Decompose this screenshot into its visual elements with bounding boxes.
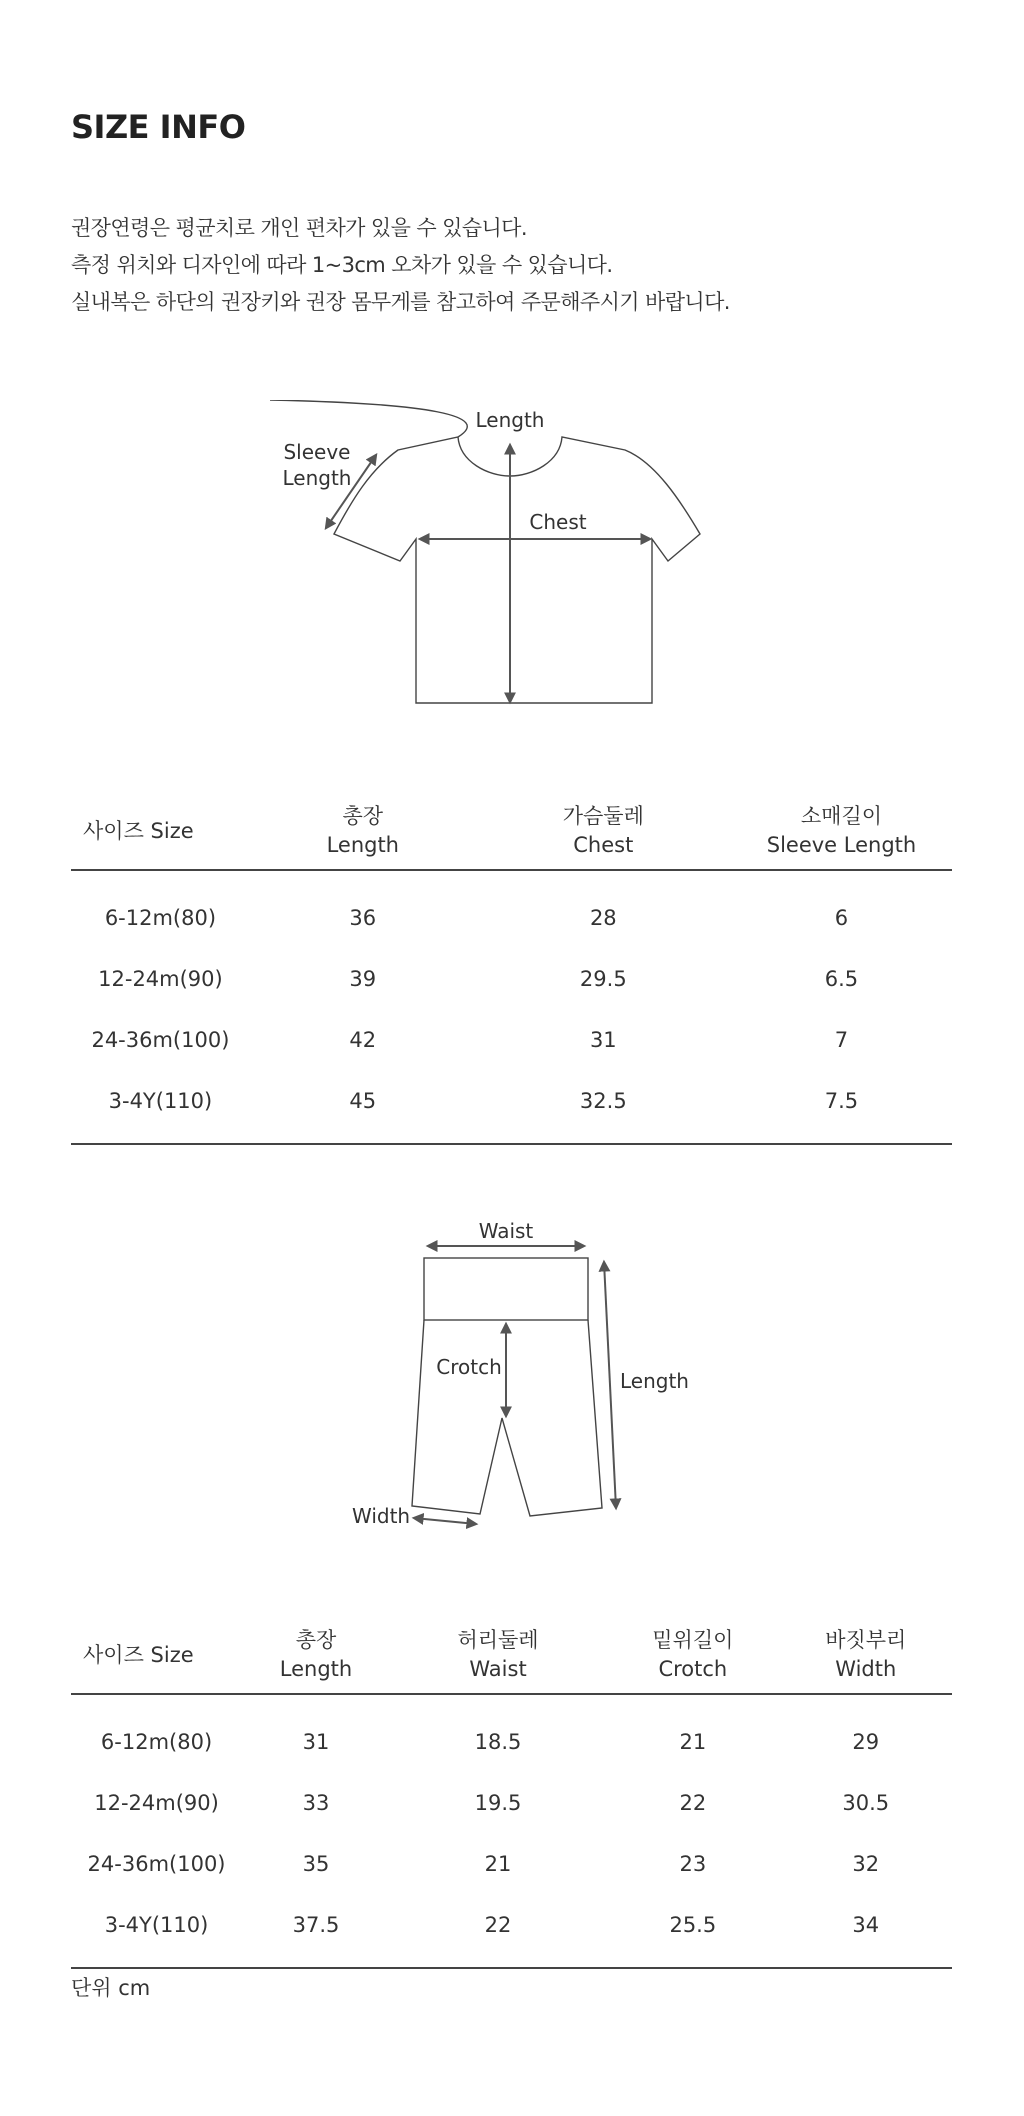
table-row [71, 1009, 952, 1070]
column-header: 바짓부리 Width [780, 1617, 952, 1694]
table-cell: 36 [349, 905, 377, 930]
table-row [71, 1772, 952, 1833]
table-cell: 35 [302, 1851, 330, 1876]
table-cell: 42 [349, 1027, 377, 1052]
table-header-row [71, 1617, 952, 1694]
column-header: 가슴둘레 Chest [476, 793, 731, 870]
table-cell: 32 [852, 1851, 880, 1876]
table-cell: 3-4Y(110) [108, 1088, 213, 1113]
table-row [71, 1833, 952, 1894]
unit-note: 단위 cm [71, 1976, 151, 2000]
table-cell: 24-36m(100) [91, 1027, 230, 1052]
table-cell: 39 [349, 966, 377, 991]
table-row [71, 870, 952, 948]
table-row [71, 1070, 952, 1144]
table-cell: 21 [679, 1729, 707, 1754]
table-row [71, 948, 952, 1009]
table-cell: 23 [679, 1851, 707, 1876]
column-header: 소매길이 Sleeve Length [731, 793, 952, 870]
table-cell: 34 [852, 1912, 880, 1937]
crotch-label: Crotch [436, 1355, 502, 1379]
table-cell: 21 [484, 1851, 512, 1876]
table-cell: 31 [302, 1729, 330, 1754]
table-cell: 25.5 [669, 1912, 717, 1937]
top-size-table [71, 793, 952, 1145]
note-line: 측정 위치와 디자인에 따라 1~3cm 오차가 있을 수 있습니다. [71, 253, 613, 277]
table-cell: 30.5 [842, 1790, 890, 1815]
table-cell: 33 [302, 1790, 330, 1815]
table-cell: 6-12m(80) [104, 905, 217, 930]
length-arrow [604, 1262, 616, 1508]
table-cell: 24-36m(100) [87, 1851, 226, 1876]
bottom-measurement-diagram [340, 1220, 700, 1540]
page-title: SIZE INFO [71, 108, 246, 146]
table-row [71, 1694, 952, 1772]
table-cell: 29 [852, 1729, 880, 1754]
column-header: 총장 Length [242, 1617, 390, 1694]
length-label: Length [620, 1369, 689, 1393]
table-cell: 29.5 [579, 966, 627, 991]
column-header: 허리둘레 Waist [390, 1617, 606, 1694]
waist-label: Waist [478, 1220, 534, 1243]
table-cell: 12-24m(90) [94, 1790, 219, 1815]
note-line: 실내복은 하단의 권장키와 권장 몸무게를 참고하여 주문해주시기 바랍니다. [71, 290, 730, 314]
size-notes [71, 210, 951, 321]
waistband-outline [424, 1258, 588, 1320]
chest-label: Chest [529, 510, 587, 534]
column-header: 사이즈 Size [71, 793, 250, 870]
bottom-size-table [71, 1617, 952, 1969]
table-cell: 22 [484, 1912, 512, 1937]
table-cell: 28 [589, 905, 617, 930]
table-cell: 3-4Y(110) [104, 1912, 209, 1937]
sleeve-label: Length [282, 466, 352, 490]
table-row [71, 1894, 952, 1968]
table-cell: 37.5 [292, 1912, 340, 1937]
length-label: Length [475, 408, 545, 432]
table-cell: 19.5 [474, 1790, 522, 1815]
table-cell: 6 [834, 905, 849, 930]
column-header: 총장 Length [250, 793, 476, 870]
table-cell: 22 [679, 1790, 707, 1815]
width-label: Width [352, 1504, 411, 1528]
width-arrow [414, 1518, 476, 1524]
table-header-row [71, 793, 952, 870]
table-cell: 6-12m(80) [100, 1729, 213, 1754]
table-cell: 6.5 [824, 966, 859, 991]
table-cell: 7 [834, 1027, 849, 1052]
sleeve-label: Sleeve [283, 440, 351, 464]
table-cell: 12-24m(90) [98, 966, 223, 991]
column-header: 사이즈 Size [71, 1617, 242, 1694]
note-line: 권장연령은 평균치로 개인 편차가 있을 수 있습니다. [71, 216, 527, 240]
table-cell: 7.5 [824, 1088, 859, 1113]
column-header: 밑위길이 Crotch [606, 1617, 779, 1694]
table-cell: 32.5 [579, 1088, 627, 1113]
top-measurement-diagram [270, 400, 730, 730]
table-cell: 31 [589, 1027, 617, 1052]
table-cell: 45 [349, 1088, 377, 1113]
table-cell: 18.5 [474, 1729, 522, 1754]
